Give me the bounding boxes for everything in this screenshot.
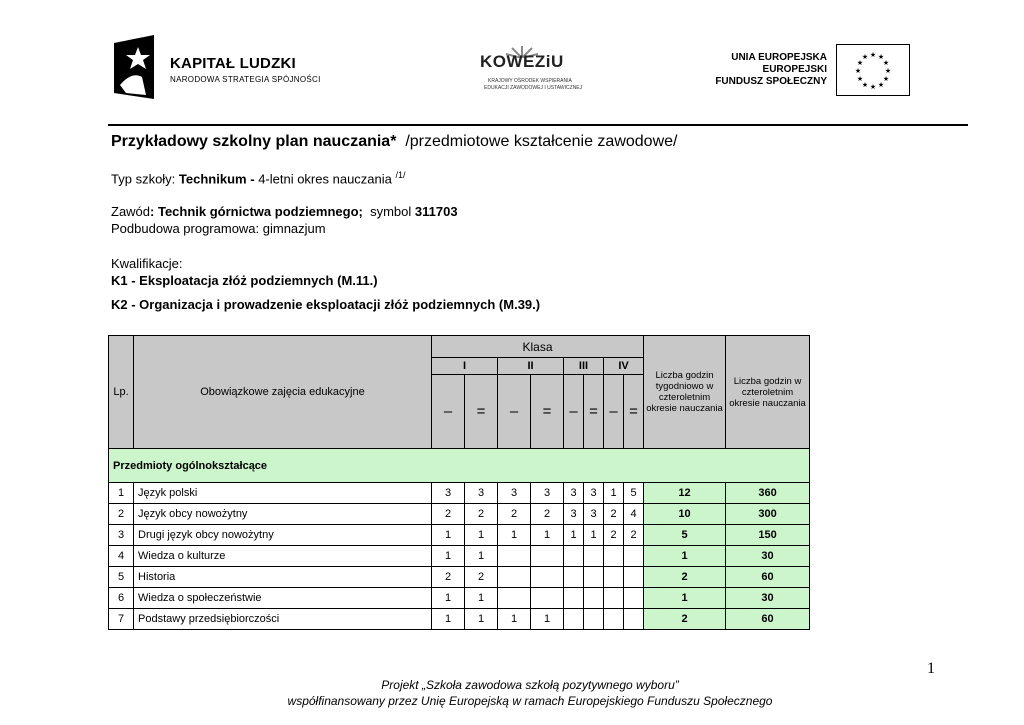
row-semester-hours: [624, 546, 644, 567]
header-class-1: I: [432, 358, 498, 375]
header-weekly-hours: Liczba godzin tygodniowo w czteroletnim okresie nauczania: [644, 336, 726, 449]
svg-text:★: ★: [882, 75, 890, 83]
row-semester-hours: [531, 546, 564, 567]
row-semester-hours: 2: [498, 504, 531, 525]
qualifications-label: Kwalifikacje:: [111, 256, 183, 271]
row-weekly-hours: 12: [644, 483, 726, 504]
kapital-ludzki-emblem-icon: [112, 33, 156, 99]
section-general-subjects: Przedmioty ogólnokształcące: [109, 449, 810, 483]
school-type-duration: 4-letni okres nauczania: [258, 171, 392, 187]
svg-text:★: ★: [884, 67, 892, 75]
section-row: [109, 449, 810, 483]
row-semester-hours: [604, 546, 624, 567]
row-subject: Język obcy nowożytny: [134, 504, 432, 525]
header-semester: =: [584, 375, 604, 449]
row-total-hours: 360: [726, 483, 810, 504]
row-weekly-hours: 1: [644, 546, 726, 567]
table-row: [109, 504, 810, 525]
header-class-3: III: [564, 358, 604, 375]
header-semester: –: [564, 375, 584, 449]
school-type-line: [111, 170, 406, 186]
header-lp: Lp.: [109, 336, 134, 449]
row-semester-hours: 1: [465, 525, 498, 546]
row-subject: Wiedza o kulturze: [134, 546, 432, 567]
row-semester-hours: [584, 546, 604, 567]
kowezu-logo-text: KOWEZiU: [480, 52, 564, 71]
header-total-hours: Liczba godzin w czteroletnim okresie nauczania: [726, 336, 810, 449]
row-semester-hours: 1: [432, 609, 465, 630]
svg-text:★: ★: [854, 67, 862, 75]
row-total-hours: 30: [726, 588, 810, 609]
row-subject: Drugi język obcy nowożytny: [134, 525, 432, 546]
row-semester-hours: 3: [564, 504, 584, 525]
svg-text:★: ★: [877, 53, 885, 61]
svg-text:★: ★: [882, 59, 890, 67]
row-semester-hours: [498, 567, 531, 588]
row-lp: 4: [109, 546, 134, 567]
kapital-ludzki-title: KAPITAŁ LUDZKI: [170, 55, 296, 72]
row-total-hours: 150: [726, 525, 810, 546]
ue-line-3: FUNDUSZ SPOŁECZNY: [715, 76, 827, 87]
symbol-label: symbol: [370, 204, 412, 219]
page-title-rest: /przedmiotowe kształcenie zawodowe/: [405, 133, 678, 150]
header-semester: –: [498, 375, 531, 449]
row-semester-hours: 1: [498, 525, 531, 546]
row-semester-hours: 1: [531, 525, 564, 546]
row-semester-hours: 2: [604, 504, 624, 525]
row-semester-hours: [584, 609, 604, 630]
table-row: [109, 567, 810, 588]
svg-text:★: ★: [869, 51, 877, 59]
header-class-4: IV: [604, 358, 644, 375]
row-semester-hours: 3: [531, 483, 564, 504]
row-semester-hours: [604, 609, 624, 630]
row-semester-hours: 1: [432, 525, 465, 546]
school-type-label: Typ szkoły:: [111, 171, 176, 187]
row-semester-hours: 3: [498, 483, 531, 504]
row-semester-hours: 1: [604, 483, 624, 504]
row-weekly-hours: 10: [644, 504, 726, 525]
svg-text:★: ★: [856, 59, 864, 67]
curriculum-table: [108, 335, 810, 630]
row-subject: Podstawy przedsiębiorczości: [134, 609, 432, 630]
row-lp: 1: [109, 483, 134, 504]
row-semester-hours: 3: [465, 483, 498, 504]
profession-value: : Technik górnictwa podziemnego;: [150, 204, 363, 219]
row-semester-hours: 1: [564, 525, 584, 546]
row-lp: 2: [109, 504, 134, 525]
row-total-hours: 60: [726, 609, 810, 630]
row-weekly-hours: 5: [644, 525, 726, 546]
row-semester-hours: 1: [465, 609, 498, 630]
row-semester-hours: 1: [432, 588, 465, 609]
row-semester-hours: [564, 588, 584, 609]
profession-line: [111, 204, 458, 219]
row-subject: Język polski: [134, 483, 432, 504]
header-semester: =: [624, 375, 644, 449]
row-semester-hours: 2: [432, 504, 465, 525]
row-lp: 6: [109, 588, 134, 609]
profession-label: Zawód: [111, 204, 151, 219]
page-title: [111, 133, 677, 151]
row-subject: Wiedza o społeczeństwie: [134, 588, 432, 609]
row-subject: Historia: [134, 567, 432, 588]
row-semester-hours: [624, 567, 644, 588]
ue-line-1: UNIA EUROPEJSKA: [731, 52, 827, 63]
row-weekly-hours: 2: [644, 609, 726, 630]
row-semester-hours: 3: [564, 483, 584, 504]
eu-flag-icon: [836, 44, 910, 96]
row-semester-hours: 5: [624, 483, 644, 504]
header-semester: =: [531, 375, 564, 449]
table-header-row-1: [109, 336, 810, 358]
row-semester-hours: 3: [584, 504, 604, 525]
row-semester-hours: 1: [498, 609, 531, 630]
row-semester-hours: [498, 546, 531, 567]
header-divider: [108, 124, 968, 126]
header-semester: =: [465, 375, 498, 449]
svg-text:★: ★: [856, 75, 864, 83]
row-semester-hours: 3: [432, 483, 465, 504]
row-total-hours: 30: [726, 546, 810, 567]
kowezu-subtitle-2: EDUKACJI ZAWODOWEJ I USTAWICZNEJ: [484, 85, 583, 91]
table-row: [109, 525, 810, 546]
symbol-value: 311703: [414, 204, 458, 219]
svg-text:★: ★: [861, 81, 869, 89]
program-base: Podbudowa programowa: gimnazjum: [111, 221, 326, 236]
header-subject: Obowiązkowe zajęcia edukacyjne: [134, 336, 432, 449]
footer-line-1: Projekt „Szkoła zawodowa szkołą pozytywnego wyboru”: [381, 678, 679, 692]
row-semester-hours: [604, 588, 624, 609]
table-row: [109, 546, 810, 567]
row-semester-hours: [498, 588, 531, 609]
row-total-hours: 300: [726, 504, 810, 525]
header-semester: –: [432, 375, 465, 449]
row-semester-hours: [584, 588, 604, 609]
kapital-ludzki-subtitle: NARODOWA STRATEGIA SPÓJNOŚCI: [170, 75, 321, 84]
row-semester-hours: 2: [432, 567, 465, 588]
row-semester-hours: [564, 609, 584, 630]
row-semester-hours: [564, 567, 584, 588]
qualification-k1: K1 - Eksploatacja złóż podziemnych (M.11.): [111, 273, 378, 288]
kapital-ludzki-logo: [112, 33, 322, 101]
row-semester-hours: 2: [624, 525, 644, 546]
row-semester-hours: 1: [432, 546, 465, 567]
svg-text:★: ★: [861, 53, 869, 61]
kowezu-subtitle-1: KRAJOWY OŚRODEK WSPIERANIA: [488, 78, 572, 84]
qualification-k2: K2 - Organizacja i prowadzenie eksploatacji złóż podziemnych (M.39.): [111, 297, 541, 312]
row-semester-hours: [624, 588, 644, 609]
row-semester-hours: [531, 567, 564, 588]
row-semester-hours: 1: [465, 546, 498, 567]
page-title-bold: Przykładowy szkolny plan nauczania*: [111, 133, 397, 150]
row-semester-hours: [624, 609, 644, 630]
row-semester-hours: [564, 546, 584, 567]
ue-logo-text: [700, 52, 827, 88]
row-semester-hours: 2: [465, 504, 498, 525]
row-semester-hours: 3: [584, 483, 604, 504]
school-type-separator: -: [250, 171, 255, 187]
header-semester: –: [604, 375, 624, 449]
header-class-2: II: [498, 358, 564, 375]
svg-text:★: ★: [877, 81, 885, 89]
row-semester-hours: 1: [465, 588, 498, 609]
footer-line-2: współfinansowany przez Unię Europejską w ramach Europejskiego Funduszu Społecznego: [287, 694, 773, 708]
ue-line-2: EUROPEJSKI: [762, 64, 827, 75]
row-semester-hours: 2: [531, 504, 564, 525]
table-row: [109, 609, 810, 630]
page-number: 1: [927, 660, 935, 677]
row-semester-hours: 2: [604, 525, 624, 546]
row-total-hours: 60: [726, 567, 810, 588]
row-semester-hours: 1: [584, 525, 604, 546]
table-row: [109, 588, 810, 609]
table-row: [109, 483, 810, 504]
row-weekly-hours: 1: [644, 588, 726, 609]
row-weekly-hours: 2: [644, 567, 726, 588]
row-lp: 7: [109, 609, 134, 630]
school-type-value: Technikum: [178, 171, 247, 187]
row-semester-hours: [531, 588, 564, 609]
kowezu-logo-icon: [478, 44, 590, 96]
school-type-footnote: /1/: [395, 170, 406, 180]
row-semester-hours: [584, 567, 604, 588]
row-semester-hours: 4: [624, 504, 644, 525]
row-semester-hours: 1: [531, 609, 564, 630]
row-semester-hours: 2: [465, 567, 498, 588]
row-lp: 5: [109, 567, 134, 588]
header-klasa: Klasa: [432, 336, 644, 358]
row-lp: 3: [109, 525, 134, 546]
row-semester-hours: [604, 567, 624, 588]
svg-text:★: ★: [869, 83, 877, 91]
